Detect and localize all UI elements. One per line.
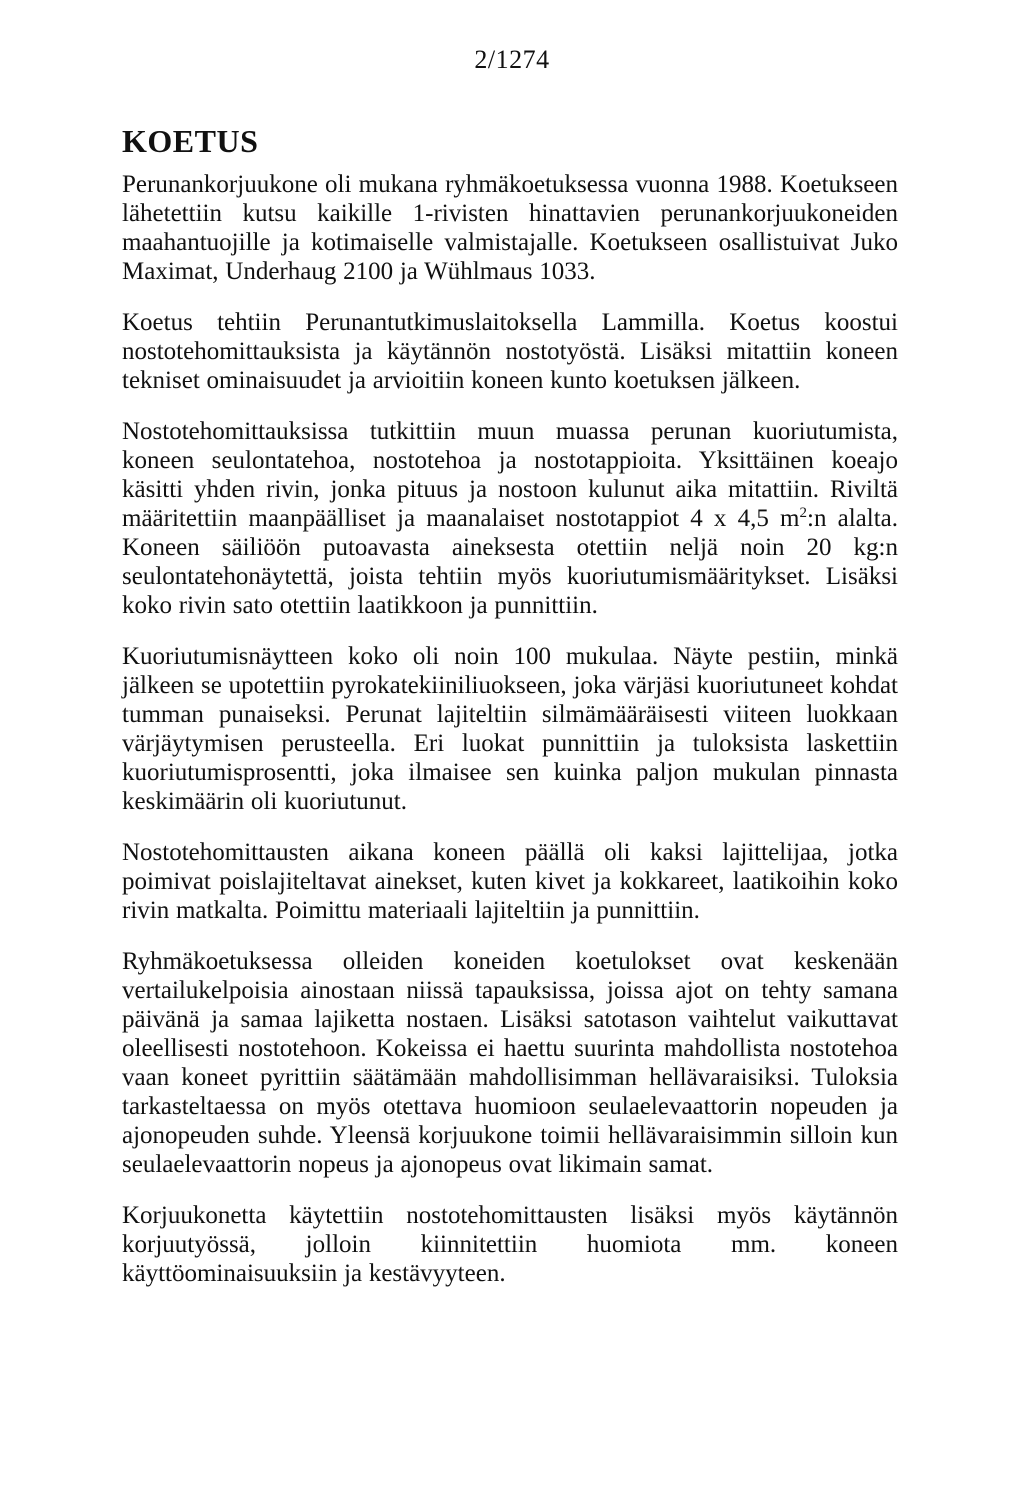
page-number: 2/1274: [474, 45, 550, 74]
paragraph-3-text-a: Nostotehomittauksissa tutkittiin muun muassa perunan kuoriutumista, koneen seulontatehoa, nostotehoa ja nostotappioita. Yksittäinen koeajo käsitti yhden rivin, jonka pituus ja nostoon kulunut aika mitattiin. Riviltä määritettiin maanpäälliset ja maanalaiset nostotappiot 4 x 4,5 m: [122, 418, 898, 532]
paragraph-1: Perunankorjuukone oli mukana ryhmäkoetuksessa vuonna 1988. Koetukseen lähetettiin kutsu kaikille 1-rivisten hinattavien perunankorjuukoneiden maahantuojille ja kotimaiselle valmistajalle. Koetukseen osallistuivat Juko Maximat, Underhaug 2100 ja Wühlmaus 1033.: [122, 171, 898, 285]
paragraph-4: Kuoriutumisnäytteen koko oli noin 100 mukulaa. Näyte pestiin, minkä jälkeen se upotettiin pyrokatekiiniliuokseen, joka värjäsi kuoriutuneet kohdat tumman punaiseksi. Perunat lajiteltiin silmämääräisesti viiteen luokkaan värjäytymisen perusteella. Eri luokat punnittiin ja tuloksista laskettiin kuoriutumisprosentti, joka ilmaisee sen kuinka paljon mukulan pinnasta keskimäärin oli kuoriutunut.: [122, 643, 898, 815]
document-body: [122, 122, 898, 1310]
paragraph-7: Korjuukonetta käytettiin nostotehomittausten lisäksi myös käytännön korjuutyössä, jolloin kiinnitettiin huomiota mm. koneen käyttöominaisuuksiin ja kestävyyteen.: [122, 1202, 898, 1287]
area-unit-superscript: 2: [799, 505, 807, 521]
paragraph-5: Nostotehomittausten aikana koneen päällä oli kaksi lajittelijaa, jotka poimivat poislajiteltavat ainekset, kuten kivet ja kokkareet, laatikoihin koko rivin matkalta. Poimittu materiaali lajiteltiin ja punnittiin.: [122, 839, 898, 924]
section-heading: KOETUS: [122, 123, 259, 159]
paragraph-6: Ryhmäkoetuksessa olleiden koneiden koetulokset ovat keskenään vertailukelpoisia ainostaan niissä tapauksissa, joissa ajot on tehty samana päivänä ja samaa lajiketta nostaen. Lisäksi satotason vaihtelut vaikuttavat oleellisesti nostotehoon. Kokeissa ei haettu suurinta mahdollista nostotehoa vaan koneet pyrittiin säätämään mahdollisimman hellävaraisiksi. Tuloksia tarkasteltaessa on myös otettava huomioon seulaelevaattorin nopeuden ja ajonopeuden suhde. Yleensä korjuukone toimii hellävaraisimmin silloin kun seulaelevaattorin nopeus ja ajonopeus ovat likimain samat.: [122, 948, 898, 1178]
paragraph-3-text-b: :n alalta. Koneen säiliöön putoavasta aineksesta otettiin neljä noin 20 kg:n seulontatehonäytettä, joista tehtiin myös kuoriutumismääritykset. Lisäksi koko rivin sato otettiin laatikkoon ja punnittiin.: [122, 505, 899, 619]
paragraph-3: [122, 417, 898, 620]
paragraph-2: Koetus tehtiin Perunantutkimuslaitoksella Lammilla. Koetus koostui nostotehomittauksista ja käytännön nostotyöstä. Lisäksi mitattiin koneen tekniset ominaisuudet ja arvioitiin koneen kunto koetuksen jälkeen.: [122, 309, 898, 394]
